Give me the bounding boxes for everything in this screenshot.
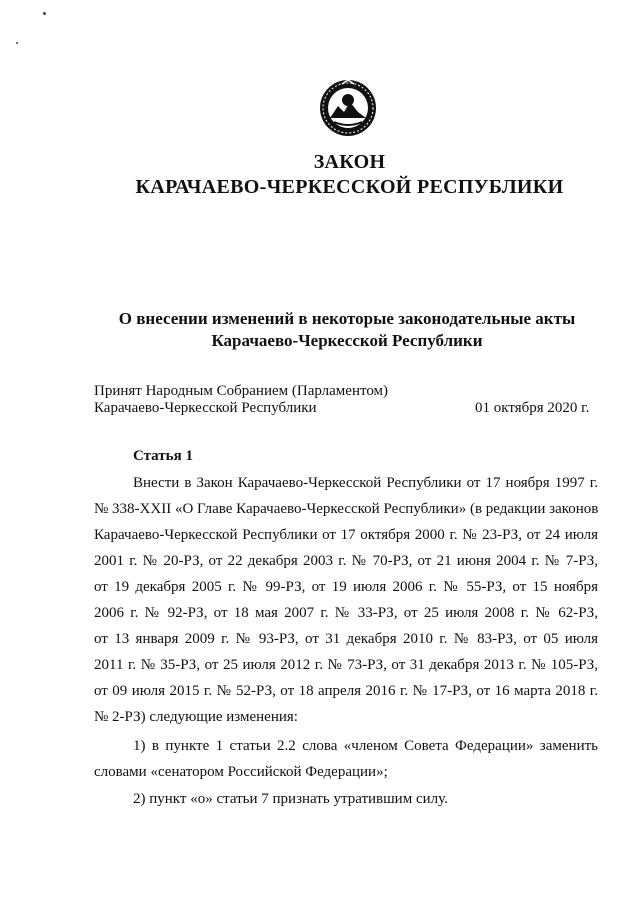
article-paragraph-line: 2011 г. № 35-РЗ, от 25 июля 2012 г. № 73-РЗ, от 31 декабря 2013 г. № 105-РЗ, (94, 657, 598, 673)
scan-speck (16, 42, 18, 44)
article-paragraph-line: № 338-XXII «О Главе Карачаево-Черкесской Республики» (в редакции законов (94, 501, 599, 517)
article-paragraph-line: Карачаево-Черкесской Республики от 17 октября 2000 г. № 23-РЗ, от 24 июля (94, 527, 598, 543)
law-title: ЗАКОН (313, 151, 386, 173)
article-paragraph-line: № 2-РЗ) следующие изменения: (94, 709, 298, 725)
coat-of-arms-icon (318, 78, 378, 138)
article-heading: Статья 1 (133, 448, 193, 464)
amendment-item-1-line: 1) в пункте 1 статьи 2.2 слова «членом Совета Федерации» заменить (133, 738, 598, 754)
amendment-item-2: 2) пункт «о» статьи 7 признать утратившим силу. (133, 791, 448, 807)
article-paragraph-line: 2006 г. № 92-РЗ, от 18 мая 2007 г. № 33-РЗ, от 25 июля 2008 г. № 62-РЗ, (94, 605, 598, 621)
article-paragraph-line: от 13 января 2009 г. № 93-РЗ, от 31 декабря 2010 г. № 83-РЗ, от 05 июля (94, 631, 598, 647)
article-paragraph-line: 2001 г. № 20-РЗ, от 22 декабря 2003 г. № 70-РЗ, от 21 июня 2004 г. № 7-РЗ, (94, 553, 598, 569)
adoption-date: 01 октября 2020 г. (475, 400, 590, 416)
article-paragraph-line: от 09 июля 2015 г. № 52-РЗ, от 18 апреля 2016 г. № 17-РЗ, от 16 марта 2018 г. (94, 683, 598, 699)
article-paragraph-line: от 19 декабря 2005 г. № 99-РЗ, от 19 июля 2006 г. № 55-РЗ, от 15 ноября (94, 579, 598, 595)
adoption-line-1: Принят Народным Собранием (Парламентом) (94, 383, 389, 399)
law-subject-line-1: О внесении изменений в некоторые законодательные акты (118, 309, 576, 328)
article-paragraph-line: Внести в Закон Карачаево-Черкесской Республики от 17 ноября 1997 г. (133, 475, 598, 491)
amendment-item-1-line: словами «сенатором Российской Федерации»; (94, 764, 388, 780)
law-subject-line-2: Карачаево-Черкесской Республики (211, 331, 483, 350)
scan-speck (43, 12, 46, 15)
adoption-line-2: Карачаево-Черкесской Республики (94, 400, 317, 416)
republic-title: КАРАЧАЕВО-ЧЕРКЕССКОЙ РЕСПУБЛИКИ (135, 176, 564, 198)
